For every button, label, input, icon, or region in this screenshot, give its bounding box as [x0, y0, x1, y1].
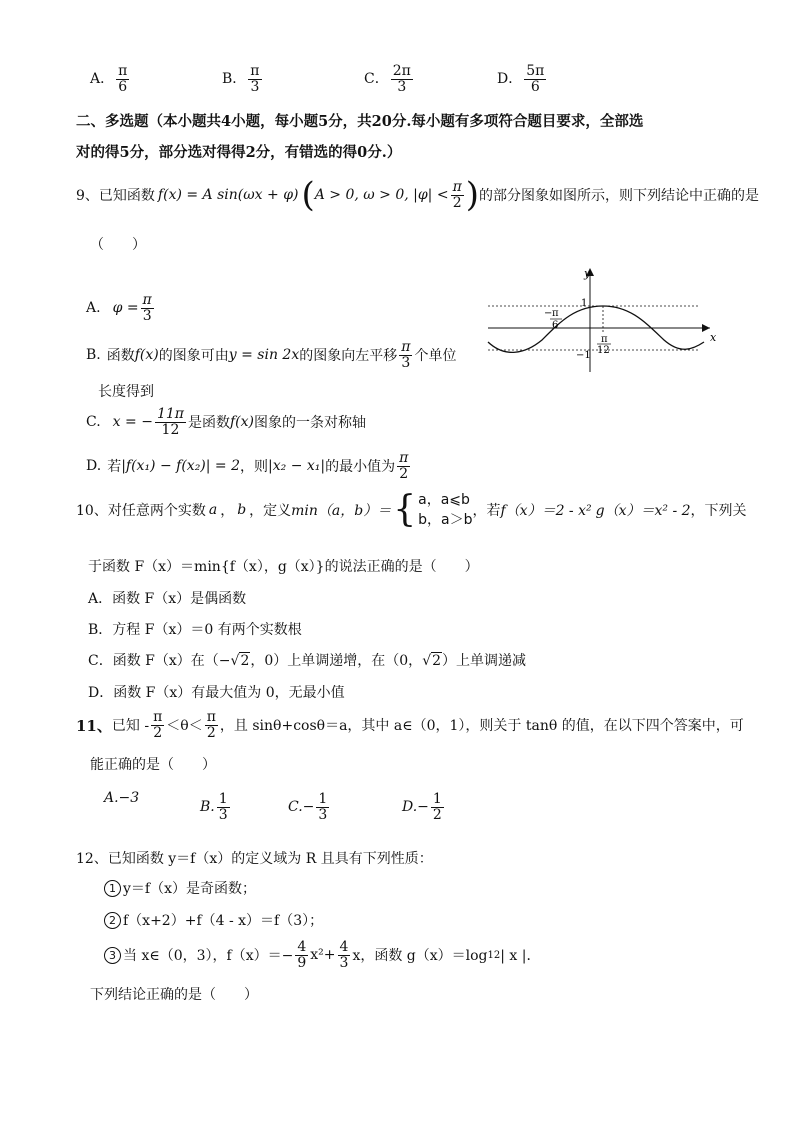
fraction: $\frac{\pi}{2}$	[153, 709, 163, 741]
q12-property-3: 3 当 x∈（0，3），f（x）＝− $\frac{4}{9}$ x²+ $\frac{4}{3}$ x，函数 g（x）＝log 12 | x |．	[104, 940, 540, 970]
q10-stem-line2: 于函数 F（x）＝min{f（x），g（x）}的说法正确的是（ ）	[88, 559, 479, 575]
x-axis-label: x	[710, 331, 717, 344]
paren-close: )	[465, 175, 480, 215]
fraction: $\frac{\pi}{3}$	[142, 292, 152, 324]
fraction: $\frac{4}{3}$	[339, 939, 349, 971]
q9-stem	[76, 175, 760, 215]
option-label: C．	[364, 71, 389, 88]
q10-option-c[interactable]: C．函数 F（x）在（−√2，0）上单调递增，在（0，√2）上单调递减	[88, 653, 527, 669]
cases-brace: {	[393, 489, 417, 530]
fraction: $\frac{1}{3}$	[218, 791, 228, 823]
q8-option-d[interactable]	[497, 64, 548, 94]
q11-option-b[interactable]: B. $\frac{1}{3}$	[200, 791, 228, 823]
q10-option-a[interactable]: A．函数 F（x）是偶函数	[88, 591, 247, 607]
q10-stem: 10、对任意两个实数 a ， b ，定义 min（a，b）＝ { a，a⩽b b，a＞b ，若 f（x）＝2 - x² g（x）＝x² - 2 ，下列关	[76, 489, 747, 530]
q8-option-c[interactable]	[364, 64, 415, 94]
q9-condition: A > 0, ω > 0, |φ| <	[314, 187, 449, 203]
sqrt-symbol: √	[422, 653, 432, 669]
paren-open: (	[301, 175, 315, 215]
q11-option-a[interactable]: A.−3	[104, 790, 140, 806]
q9-tail: 的部分图象如图所示，则下列结论中正确的是	[479, 188, 760, 204]
fraction: $\frac{2\pi}{3}$	[392, 63, 411, 95]
q12-property-2: 2 f（x+2）+f（4 - x）＝f（3）；	[104, 910, 323, 930]
y-max-label: 1	[581, 298, 588, 309]
section-title-line1: 二、多选题（本小题共4小题，每小题5分，共20分.每小题有多项符合题目要求，全部选	[76, 113, 644, 130]
q9-formula: f(x) = A sin(ωx + φ)	[157, 187, 299, 203]
circled-number: 3	[104, 947, 121, 964]
fraction: $\frac{\pi}{3}$	[250, 63, 260, 95]
q9-answer-blank[interactable]: （ ）	[90, 237, 146, 253]
tick-left-sign2: −	[544, 308, 553, 319]
q9-option-b-line2: 长度得到	[98, 384, 154, 400]
sine-curve	[488, 306, 704, 352]
fraction: $\frac{4}{9}$	[297, 939, 307, 971]
section-title-line2: 对的得5分，部分选对得得2分，有错选的得0分.）	[76, 144, 402, 161]
q11-stem: 11、 已知 - $\frac{\pi}{2}$ ＜θ＜ $\frac{\pi}{2}$ ，且 sinθ+cosθ＝a，其中 a∈（0，1），则关于 tanθ 的值，在以下四个答案中，可	[76, 709, 744, 741]
q9-option-d[interactable]: D. 若 |f(x₁) − f(x₂)| = 2 ，则 |x₂ − x₁| 的最小值为 $\frac{\pi}{2}$	[86, 450, 409, 482]
q11-option-c[interactable]: C.− $\frac{1}{3}$	[288, 791, 328, 823]
q12-property-1: 1 y＝f（x）是奇函数；	[104, 878, 256, 898]
q9-sine-graph	[480, 262, 720, 374]
fraction: $\frac{1}{3}$	[318, 791, 328, 823]
q9-option-b[interactable]: B. 函数 f(x) 的图象可由 y = sin 2x 的图象向左平移 $\frac{\pi}{3}$ 个单位	[86, 339, 457, 371]
fraction: $\frac{\pi}{2}$	[399, 450, 409, 482]
q10-option-d[interactable]: D．函数 F（x）有最大值为 0，无最小值	[88, 685, 345, 701]
circled-number: 1	[104, 880, 121, 897]
q12-stem: 12、已知函数 y＝f（x）的定义域为 R 且具有下列性质：	[76, 851, 433, 867]
tick-left-den: 6	[552, 320, 559, 331]
piecewise-cases: a，a⩽b b，a＞b	[418, 492, 473, 528]
q12-conclusion: 下列结论正确的是（ ）	[90, 987, 258, 1003]
fraction: $\frac{\pi}{6}$	[118, 63, 128, 95]
y-axis-label: y	[584, 267, 591, 280]
tick-left-num: π	[552, 308, 559, 319]
x-axis-arrow	[702, 324, 710, 332]
option-label: B．	[222, 71, 247, 88]
fraction: $\frac{\pi}{2}$	[452, 178, 462, 211]
q9-option-a[interactable]: A. φ = $\frac{\pi}{3}$	[86, 292, 152, 324]
tick-right-num: π	[601, 334, 608, 345]
sqrt-symbol: √	[230, 653, 240, 669]
q9-option-c[interactable]: C. x = − $\frac{11\pi}{12}$ 是函数 f(x) 图象的一条对称轴	[86, 406, 366, 438]
q8-option-a[interactable]	[90, 64, 131, 94]
option-label: D．	[497, 71, 523, 88]
tick-right-den: 12	[597, 345, 610, 356]
y-min-label: −1	[576, 350, 591, 361]
q9-lead: 9、已知函数	[76, 188, 155, 204]
fraction: $\frac{1}{2}$	[432, 791, 442, 823]
fraction: $\frac{11\pi}{12}$	[156, 406, 184, 438]
q11-stem-line2: 能正确的是（ ）	[90, 757, 216, 773]
option-label: A．	[90, 71, 115, 88]
q11-option-d[interactable]: D.− $\frac{1}{2}$	[402, 791, 442, 823]
q8-option-b[interactable]	[222, 64, 264, 94]
circled-number: 2	[104, 912, 121, 929]
fraction: $\frac{5\pi}{6}$	[526, 63, 545, 95]
fraction: $\frac{\pi}{3}$	[401, 339, 411, 371]
fraction: $\frac{\pi}{2}$	[206, 709, 216, 741]
q10-option-b[interactable]: B．方程 F（x）＝0 有两个实数根	[88, 622, 302, 638]
